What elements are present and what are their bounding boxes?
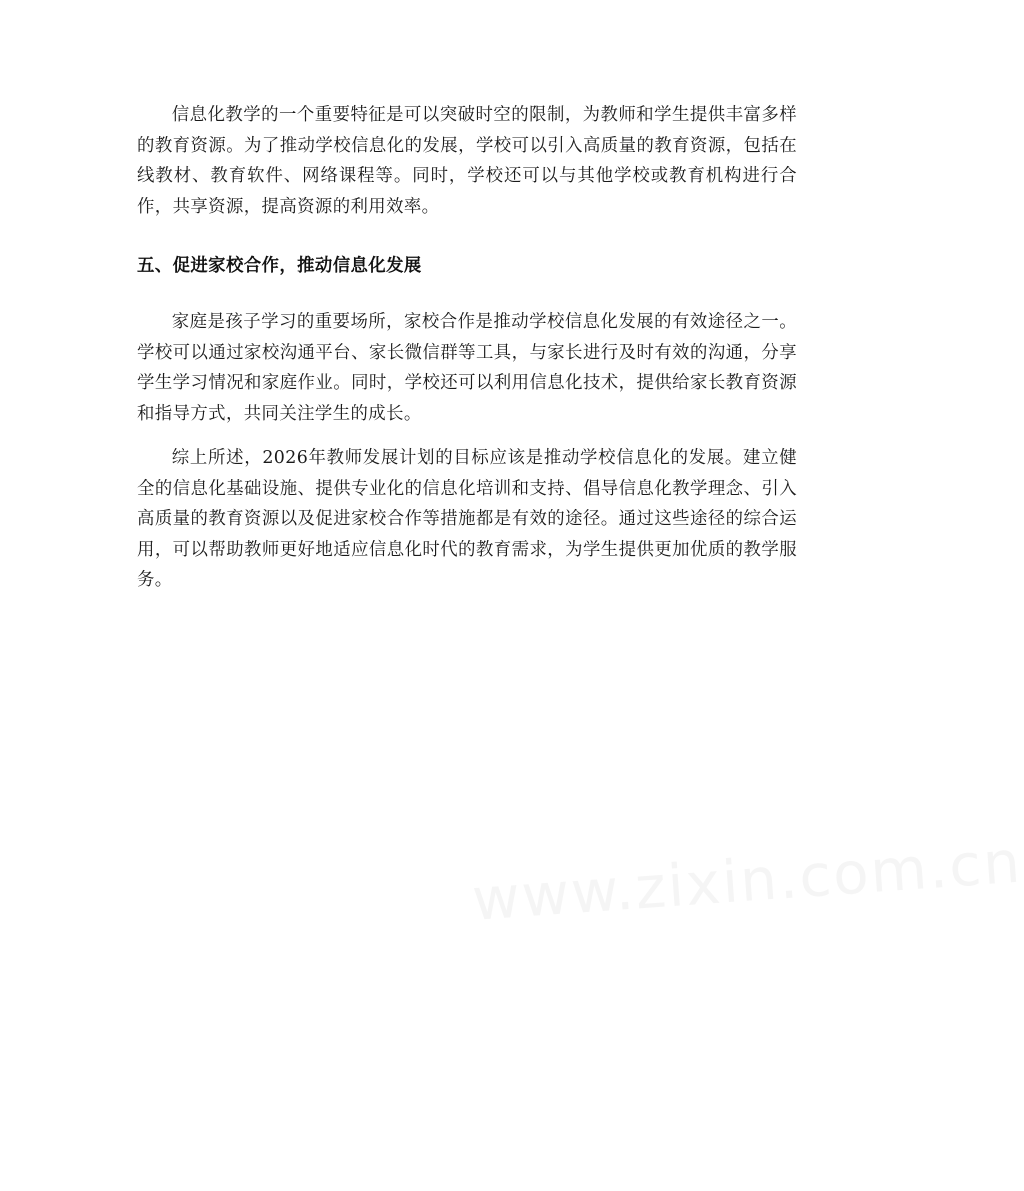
document-body (137, 100, 797, 596)
paragraph-home-school-cooperation: 家庭是孩子学习的重要场所，家校合作是推动学校信息化发展的有效途径之一。学校可以通过家校沟通平台、家长微信群等工具，与家长进行及时有效的沟通，分享学生学习情况和家庭作业。同时，学校还可以利用信息化技术，提供给家长教育资源和指导方式，共同关注学生的成长。 (137, 312, 797, 424)
paragraph-conclusion: 综上所述，2026年教师发展计划的目标应该是推动学校信息化的发展。建立健全的信息化基础设施、提供专业化的信息化培训和支持、倡导信息化教学理念、引入高质量的教育资源以及促进家校合作等措施都是有效的途径。通过这些途径的综合运用，可以帮助教师更好地适应信息化时代的教育需求，为学生提供更加优质的教学服务。 (137, 448, 797, 590)
section-heading-home-school-cooperation: 五、促进家校合作，推动信息化发展 (137, 256, 422, 276)
paragraph-education-resources: 信息化教学的一个重要特征是可以突破时空的限制，为教师和学生提供丰富多样的教育资源。为了推动学校信息化的发展，学校可以引入高质量的教育资源，包括在线教材、教育软件、网络课程等。同时，学校还可以与其他学校或教育机构进行合作，共享资源，提高资源的利用效率。 (137, 105, 797, 217)
watermark-text: www.zixin.com.cn (470, 827, 1024, 934)
